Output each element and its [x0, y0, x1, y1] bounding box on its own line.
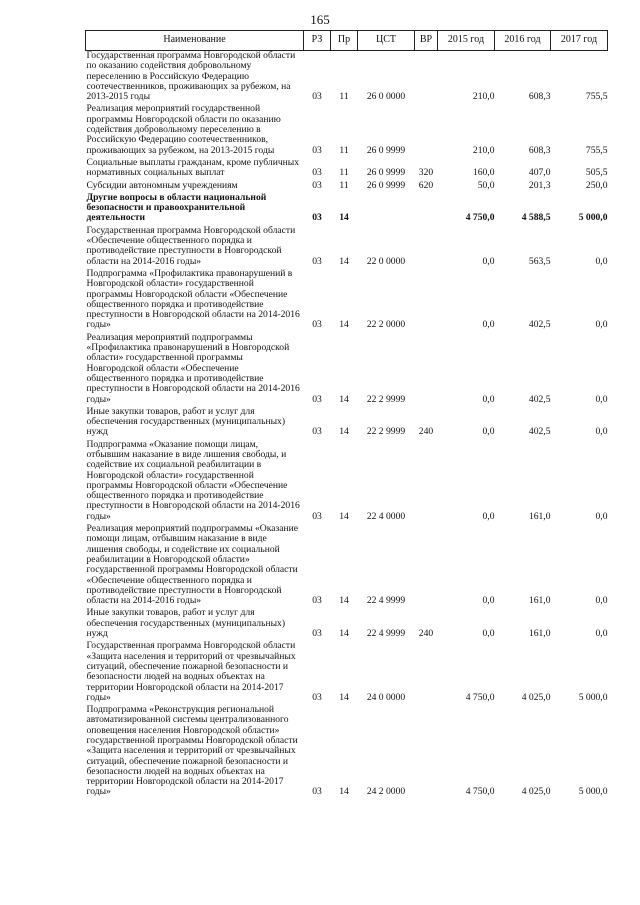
cell-pr: 14 — [339, 628, 349, 640]
budget-table — [85, 30, 608, 800]
cell-name: Другие вопросы в области национальной безопасности и правоохранительной деятельности — [86, 191, 267, 224]
cell-name: Государственная программа Новгородской области по оказанию содействия добровольному переселению в Российскую Федерацию соотечественников, проживающих за рубежом, на 2013-2015 годы — [86, 50, 296, 103]
cell-2015: 0,0 — [482, 628, 495, 640]
cell-vr — [415, 333, 438, 407]
cell-pr: 14 — [339, 212, 349, 224]
cell-vr: 240 — [418, 628, 434, 640]
cell-cst: 22 2 9999 — [366, 426, 406, 438]
cell-cst: 24 0 0000 — [366, 691, 406, 703]
cell-name: Государственная программа Новгородской области «Обеспечение общественного порядка и противодействие преступности в Новгородской области на 2014-2016 годы» — [86, 224, 296, 267]
cell-rz: 03 — [312, 595, 322, 607]
cell-cst: 22 4 9999 — [366, 628, 406, 640]
cell-2017: 505,5 — [585, 167, 608, 179]
cell-vr — [415, 269, 438, 333]
cell-2017: 0,0 — [595, 255, 608, 267]
cell-vr: 240 — [418, 426, 434, 438]
cell-2016: 201,3 — [528, 179, 551, 191]
cell-2015: 0,0 — [482, 319, 495, 331]
cell-2015: 50,0 — [477, 179, 495, 191]
cell-vr: 320 — [418, 167, 434, 179]
table-body — [86, 51, 608, 800]
cell-2016: 407,0 — [528, 167, 551, 179]
cell-name: Субсидии автономным учреждениям — [86, 179, 238, 191]
cell-2016: 608,3 — [528, 144, 551, 156]
cell-cst: 22 0 0000 — [366, 255, 406, 267]
table-row — [86, 181, 608, 193]
cell-name: Подпрограмма «Оказание помощи лицам, отбывшим наказание в виде лишения свободы, и содействие их социальной реабилитации в Новгородской области» государственной программы Новгородской области «Обеспечение общественного порядка и противодействие преступности в Новгородской области на 2014-2016 годы» — [86, 438, 300, 522]
cell-2016: 161,0 — [528, 628, 551, 640]
cell-2015: 4 750,0 — [465, 212, 495, 224]
cell-2017: 250,0 — [585, 179, 608, 191]
cell-2016: 161,0 — [528, 595, 551, 607]
cell-rz: 03 — [312, 393, 322, 405]
cell-2016: 402,5 — [528, 393, 551, 405]
table-header-row — [86, 31, 608, 51]
cell-2016: 563,5 — [528, 255, 551, 267]
cell-2015: 0,0 — [482, 426, 495, 438]
cell-pr: 14 — [339, 691, 349, 703]
table-row — [86, 440, 608, 524]
table-row — [86, 608, 608, 641]
cell-vr — [415, 705, 438, 800]
cell-2016: 4 025,0 — [521, 786, 551, 798]
col-header-vr: ВР — [415, 31, 438, 51]
table-row — [86, 104, 608, 157]
cell-name: Социальные выплаты гражданам, кроме публичных нормативных социальных выплат — [86, 156, 300, 179]
cell-2015: 0,0 — [482, 393, 495, 405]
cell-vr — [415, 524, 438, 608]
table-row — [86, 705, 608, 800]
cell-pr: 11 — [339, 144, 349, 156]
cell-cst: 22 2 0000 — [366, 319, 406, 331]
cell-vr: 620 — [418, 179, 434, 191]
cell-2017: 755,5 — [585, 144, 608, 156]
cell-cst — [358, 193, 415, 226]
cell-2016: 4 025,0 — [521, 691, 551, 703]
table-row — [86, 333, 608, 407]
cell-rz: 03 — [312, 255, 322, 267]
col-header-2016: 2016 год — [495, 31, 551, 51]
cell-pr: 14 — [339, 319, 349, 331]
cell-rz: 03 — [312, 786, 322, 798]
cell-name: Реализация мероприятий подпрограммы «Профилактика правонарушений в Новгородской области» государственной программы Новгородской области «Обеспечение общественного порядка и противодействие преступности в Новгородской области на 2014-2016 годы» — [86, 331, 300, 405]
cell-pr: 14 — [339, 255, 349, 267]
cell-rz: 03 — [312, 167, 322, 179]
cell-rz: 03 — [312, 426, 322, 438]
cell-2015: 0,0 — [482, 255, 495, 267]
col-header-2017: 2017 год — [551, 31, 608, 51]
table-row — [86, 226, 608, 269]
table-row — [86, 407, 608, 440]
cell-cst: 26 0 9999 — [366, 179, 406, 191]
cell-name: Иные закупки товаров, работ и услуг для обеспечения государственных (муниципальных) нужд — [86, 405, 286, 438]
cell-pr: 11 — [339, 91, 349, 103]
col-header-2015: 2015 год — [438, 31, 495, 51]
cell-rz: 03 — [312, 91, 322, 103]
cell-cst: 22 2 9999 — [366, 393, 406, 405]
cell-rz: 03 — [312, 628, 322, 640]
cell-cst: 22 4 0000 — [366, 510, 406, 522]
col-header-rz: РЗ — [304, 31, 331, 51]
cell-vr — [415, 440, 438, 524]
table-row — [86, 193, 608, 226]
cell-pr: 11 — [339, 179, 349, 191]
cell-2016: 402,5 — [528, 319, 551, 331]
cell-2015: 4 750,0 — [465, 691, 495, 703]
cell-2017: 0,0 — [595, 426, 608, 438]
cell-2017: 0,0 — [595, 595, 608, 607]
cell-2017: 5 000,0 — [578, 212, 608, 224]
cell-pr: 14 — [339, 786, 349, 798]
cell-name: Иные закупки товаров, работ и услуг для обеспечения государственных (муниципальных) нужд — [86, 607, 286, 640]
cell-vr — [415, 51, 438, 105]
cell-vr — [415, 641, 438, 705]
page-number: 165 — [310, 12, 330, 27]
cell-rz: 03 — [312, 510, 322, 522]
cell-name: Реализация мероприятий подпрограммы «Оказание помощи лицам, отбывшим наказание в виде лишения свободы, и содействие их социальной реабилитации в Новгородской области» государственной программы Новгородской области «Обеспечение общественного порядка и противодействие преступности в Новгородской области на 2014-2016 годы» — [86, 523, 299, 607]
cell-rz: 03 — [312, 319, 322, 331]
cell-2017: 0,0 — [595, 319, 608, 331]
cell-name: Подпрограмма «Профилактика правонарушений в Новгородской области» государственной программы Новгородской области «Обеспечение общественного порядка и противодействие преступности в Новгородской области на 2014-2016 годы» — [86, 267, 300, 331]
cell-2015: 210,0 — [472, 91, 495, 103]
cell-2017: 5 000,0 — [578, 691, 608, 703]
cell-cst: 26 0 9999 — [366, 144, 406, 156]
cell-2015: 0,0 — [482, 595, 495, 607]
cell-name: Реализация мероприятий государственной программы Новгородской области по оказанию содействия добровольному переселению в Российскую Федерацию соотечественников, проживающих за рубежом, на 2013-2015 годы — [86, 103, 281, 156]
cell-pr: 14 — [339, 426, 349, 438]
cell-2017: 0,0 — [595, 628, 608, 640]
cell-rz: 03 — [312, 691, 322, 703]
col-header-name: Наименование — [86, 31, 304, 51]
cell-2015: 4 750,0 — [465, 786, 495, 798]
cell-rz: 03 — [312, 212, 322, 224]
cell-pr: 14 — [339, 393, 349, 405]
table-row — [86, 158, 608, 181]
cell-2016: 4 588,5 — [521, 212, 551, 224]
cell-rz: 03 — [312, 179, 322, 191]
cell-2017: 0,0 — [595, 393, 608, 405]
cell-vr — [415, 193, 438, 226]
cell-2017: 0,0 — [595, 510, 608, 522]
cell-2016: 608,3 — [528, 91, 551, 103]
table-row — [86, 269, 608, 333]
cell-name: Подпрограмма «Реконструкция региональной автоматизированной системы централизованного оповещения населения Новгородской области» государственной программы Новгородской области «Защита населения и территорий от чрезвычайных ситуаций, обеспечение пожарной безопасности и безопасности людей на водных объектах на территории Новгородской области на 2014-2017 годы» — [86, 704, 298, 798]
cell-cst: 22 4 9999 — [366, 595, 406, 607]
cell-pr: 11 — [339, 167, 349, 179]
cell-rz: 03 — [312, 144, 322, 156]
cell-2017: 5 000,0 — [578, 786, 608, 798]
col-header-pr: Пр — [331, 31, 358, 51]
cell-vr — [415, 104, 438, 157]
cell-cst: 26 0 0000 — [366, 91, 406, 103]
cell-name: Государственная программа Новгородской области «Защита населения и территорий от чрезвычайных ситуаций, обеспечение пожарной безопасности и безопасности людей на водных объектах на территории Новгородской области на 2014-2017 годы» — [86, 640, 296, 703]
cell-vr — [415, 226, 438, 269]
table-row — [86, 641, 608, 705]
cell-cst: 24 2 0000 — [366, 786, 406, 798]
table-row — [86, 524, 608, 608]
cell-2016: 402,5 — [528, 426, 551, 438]
cell-2017: 755,5 — [585, 91, 608, 103]
cell-pr: 14 — [339, 595, 349, 607]
cell-cst: 26 0 9999 — [366, 167, 406, 179]
cell-2015: 160,0 — [472, 167, 495, 179]
cell-2016: 161,0 — [528, 510, 551, 522]
table-row — [86, 51, 608, 105]
cell-pr: 14 — [339, 510, 349, 522]
cell-2015: 210,0 — [472, 144, 495, 156]
cell-2015: 0,0 — [482, 510, 495, 522]
col-header-cst: ЦСТ — [358, 31, 415, 51]
